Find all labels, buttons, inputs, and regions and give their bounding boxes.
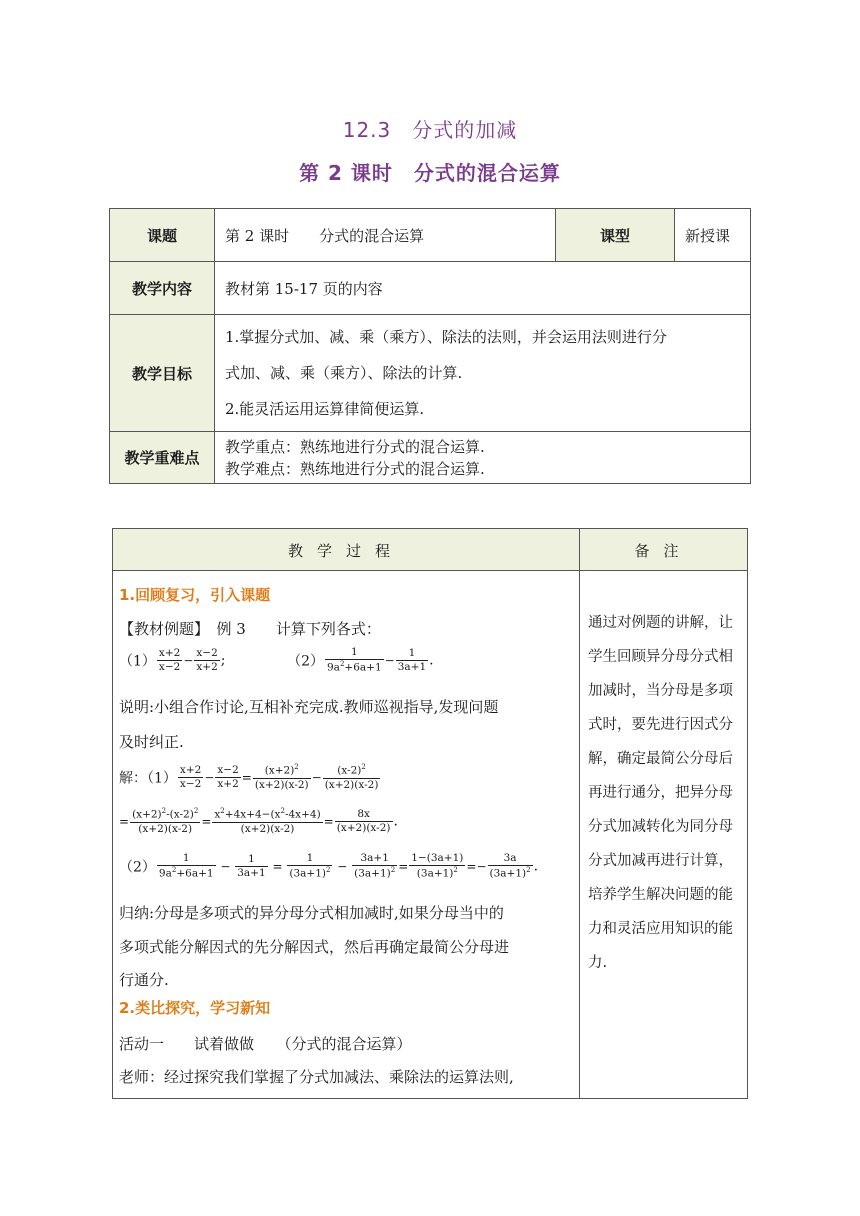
math-fraction: $\frac{8x}{(x+2)(x-2)}$ (336, 807, 391, 834)
math-fraction: $\frac{(x+2)^2}{(x+2)(x-2)}$ (254, 763, 309, 791)
math-fraction: $\frac{1}{3a+1}$ (397, 646, 427, 673)
lesson-subtitle: 第 2 课时 分式的混合运算 (299, 161, 561, 185)
math-fraction: $\frac{1}{(3a+1)^2}$ (289, 852, 331, 880)
key-line-1: 教学重点：熟练地进行分式的混合运算. (225, 437, 485, 456)
math-fraction: $\frac{3a}{(3a+1)^2}$ (489, 852, 531, 880)
process-table (112, 528, 748, 1099)
summary-line-3: 行通分. (119, 971, 169, 989)
math-fraction: $\frac{1}{3a+1}$ (237, 852, 266, 879)
content-label: 教学内容 (110, 262, 215, 315)
topic-label: 课题 (110, 209, 215, 262)
problems-line: （1） $\frac{x+2}{x-2}$ − $\frac{x-2}{x+2}$ ; （2） $\frac{1}{9a^2+6a+1}$ − $\frac{1}{3a+1}$ . (119, 646, 434, 674)
math-fraction: $\frac{1}{9a^2+6a+1}$ (158, 852, 214, 880)
solution-label: 解：（1） (119, 770, 177, 787)
goal-line-1: 1.掌握分式加、减、乘（乘方）、除法的法则，并会运用法则进行分 (225, 328, 667, 346)
key-cell (215, 432, 751, 484)
lesson-info-table (109, 208, 751, 484)
content-value: 教材第 15-17 页的内容 (215, 262, 751, 315)
problem-2-label: （2） (287, 653, 324, 670)
note-text: 通过对例题的讲解，让学生回顾异分母分式相加减时，当分母是多项式时，要先进行因式分解，确定最简公分母后再进行通分，把异分母分式加减转化为同分母分式加减再进行计算，培养学生解决问题的能力和灵活应用知识的能力. (588, 615, 733, 971)
math-fraction: $\frac{1}{9a^2+6a+1}$ (327, 646, 382, 674)
summary-line-2: 多项式能分解因式的先分解因式，然后再确定最简公分母进 (119, 938, 510, 956)
key-line-2: 教学难点：熟练地进行分式的混合运算. (225, 459, 485, 478)
solution-1-line-2: = $\frac{(x+2)^2-(x-2)^2}{(x+2)(x-2)}$ = $\frac{x^2+4x+4-(x^2-4x+4)}{(x+2)(x-2)}$ = $\frac{8x}{(x+2)(x-2)}$ . (119, 807, 398, 835)
section-1-heading: 1.回顾复习，引入课题 (119, 586, 271, 604)
lesson-title: 12.3 分式的加减 (342, 118, 518, 142)
teacher-line: 老师：经过探究我们掌握了分式加减法、乘除法的运算法则, (119, 1068, 514, 1086)
process-main-column (113, 570, 579, 1098)
math-fraction: $\frac{1-(3a+1)}{(3a+1)^2}$ (411, 852, 464, 880)
math-fraction: $\frac{x+2}{x-2}$ (158, 646, 181, 673)
math-fraction: $\frac{(x-2)^2}{(x+2)(x-2)}$ (324, 763, 379, 791)
solution-2-label: （2） (119, 859, 156, 876)
goal-label: 教学目标 (110, 315, 215, 432)
solution-2-line: （2） $\frac{1}{9a^2+6a+1}$ − $\frac{1}{3a+1}$ = $\frac{1}{(3a+1)^2}$ − $\frac{3a+1}{(3a+1)^2}$ = $\frac{1-(3a+1)}{(3a+1)^2}$ =− $\frac{3a}{(3a+1)^2}$ . (119, 852, 539, 880)
problem-1-label: （1） (119, 653, 156, 670)
type-value: 新授课 (675, 209, 751, 262)
goal-line-1b: 式加、减、乘（乘方）、除法的计算. (225, 364, 463, 382)
summary-line-1: 归纳:分母是多项式的异分母分式相加减时,如果分母当中的 (119, 904, 504, 922)
process-header: 教学过程 (287, 542, 404, 560)
column-divider (579, 529, 580, 1098)
explain-line-2: 及时纠正. (119, 733, 184, 751)
math-fraction: $\frac{(x+2)^2-(x-2)^2}{(x+2)(x-2)}$ (132, 807, 199, 835)
key-label: 教学重难点 (110, 432, 215, 484)
explain-line-1: 说明:小组合作讨论,互相补充完成.教师巡视指导,发现问题 (119, 698, 499, 716)
math-fraction: $\frac{x-2}{x+2}$ (217, 763, 239, 790)
math-fraction: $\frac{x^2+4x+4-(x^2-4x+4)}{(x+2)(x-2)}$ (214, 807, 321, 835)
math-fraction: $\frac{x+2}{x-2}$ (179, 763, 202, 790)
activity-line: 活动一 试着做做 （分式的混合运算） (119, 1035, 412, 1053)
section-2-heading: 2.类比探究，学习新知 (119, 999, 271, 1017)
process-header-row (113, 529, 747, 571)
math-fraction: $\frac{x-2}{x+2}$ (196, 646, 218, 673)
goal-cell (215, 315, 751, 432)
solution-1-line: 解：（1） $\frac{x+2}{x-2}$ − $\frac{x-2}{x+2}$ = $\frac{(x+2)^2}{(x+2)(x-2)}$ − $\frac{(x-2)^2}{(x+2)(x-2)}$ (119, 763, 379, 791)
type-label: 课型 (556, 209, 675, 262)
note-header: 备注 (634, 542, 693, 560)
topic-value: 第 2 课时 分式的混合运算 (215, 209, 556, 262)
goal-line-2: 2.能灵活运用运算律简便运算. (225, 400, 425, 418)
math-fraction: $\frac{3a+1}{(3a+1)^2}$ (354, 852, 396, 880)
example-line: 【教材例题】 例 3 计算下列各式： (119, 620, 381, 638)
